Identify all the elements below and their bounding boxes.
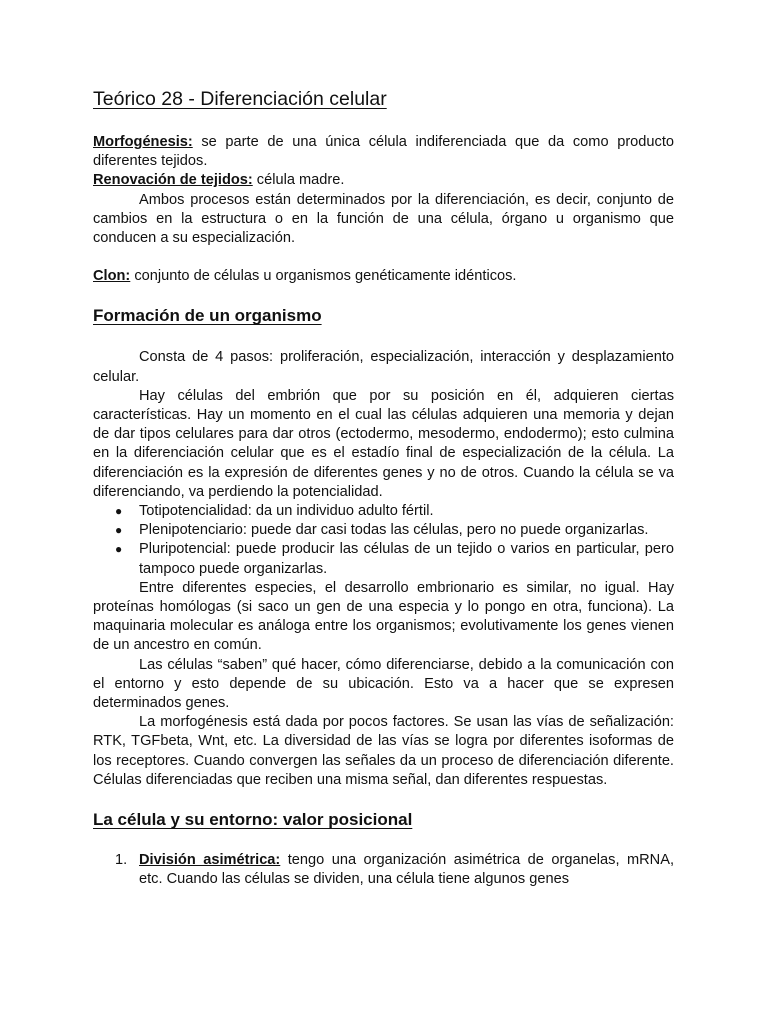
bullet-icon: ● [115, 523, 123, 538]
renovacion-label: Renovación de tejidos: [93, 172, 253, 189]
bullet-icon: ● [115, 542, 123, 557]
list-item-text: Plenipotenciario: puede dar casi todas las células, pero no puede organizarlas. [139, 522, 649, 539]
clon-text: conjunto de células u organismos genéticamente idénticos. [130, 268, 517, 285]
paragraph-celulas-saben: Las células “saben” qué hacer, cómo diferenciarse, debido a la comunicación con el entorno y esto depende de su ubicación. Esto va a hacer que se expresen determinados genes. [93, 656, 674, 712]
section-heading-celula-entorno: La célula y su entorno: valor posicional [93, 810, 413, 830]
paragraph-consta: Consta de 4 pasos: proliferación, especialización, interacción y desplazamiento celular. [93, 349, 674, 385]
potentiality-list [93, 502, 674, 579]
paragraph-hay-celulas: Hay células del embrión que por su posición en él, adquieren ciertas características. Hay un momento en el cual las células adquieren una memoria y dejan de dar tipos celulares para dar otros (ectodermo, mesodermo, endodermo); esto culmina en la diferenciación celular que es el estadío final de especialización de la célula. La diferenciación es la expresión de diferentes genes y no de otros. Cuando la célula se va diferenciando, va perdiendo la potencialidad. [93, 387, 674, 500]
renovacion-definition [93, 171, 674, 190]
list-item [93, 521, 674, 540]
spacer [93, 248, 674, 267]
list-item [93, 540, 674, 578]
document-title: Teórico 28 - Diferenciación celular [93, 88, 387, 110]
list-item [93, 851, 674, 889]
division-asimetrica-label: División asimétrica: [139, 852, 281, 869]
morfogenesis-label: Morfogénesis: [93, 134, 193, 150]
section-heading-formacion: Formación de un organismo [93, 306, 322, 326]
clon-definition [93, 267, 674, 286]
list-number: 1. [115, 852, 128, 869]
clon-label: Clon: [93, 268, 131, 285]
list-item [93, 502, 674, 521]
morfogenesis-definition [93, 133, 674, 171]
list-item-text: Pluripotencial: puede producir las células de un tejido o varios en particular, pero tampoco puede organizarlas. [139, 541, 674, 577]
numbered-list [93, 851, 674, 889]
paragraph-ambos-procesos: Ambos procesos están determinados por la diferenciación, es decir, conjunto de cambios en la estructura o en la función de una célula, órgano u organismo que conducen a su especialización. [93, 191, 674, 247]
bullet-icon: ● [115, 504, 123, 519]
list-item-text: Totipotencialidad: da un individuo adulto fértil. [139, 503, 434, 520]
division-asimetrica-text: tengo una organización asimétrica de organelas, mRNA, etc. Cuando las células se dividen, una célula tiene algunos genes [139, 852, 674, 888]
paragraph-entre-especies: Entre diferentes especies, el desarrollo embrionario es similar, no igual. Hay proteínas homólogas (si saco un gen de una especia y lo pongo en otra, funciona). La maquinaria molecular es análoga entre los organismos; evolutivamente los genes vienen de un ancestro en común. [93, 579, 674, 654]
morfogenesis-text: se parte de una única célula indiferenciada que da como producto diferentes tejidos. [93, 134, 674, 170]
paragraph-morfogenesis-factores: La morfogénesis está dada por pocos factores. Se usan las vías de señalización: RTK, TGFbeta, Wnt, etc. La diversidad de las vías se logra por diferentes isoformas de los receptores. Cuando convergen las señales da un proceso de diferenciación diferente. Células diferenciadas que reciben una misma señal, dan diferentes respuestas. [93, 714, 674, 788]
renovacion-text: célula madre. [252, 172, 345, 189]
